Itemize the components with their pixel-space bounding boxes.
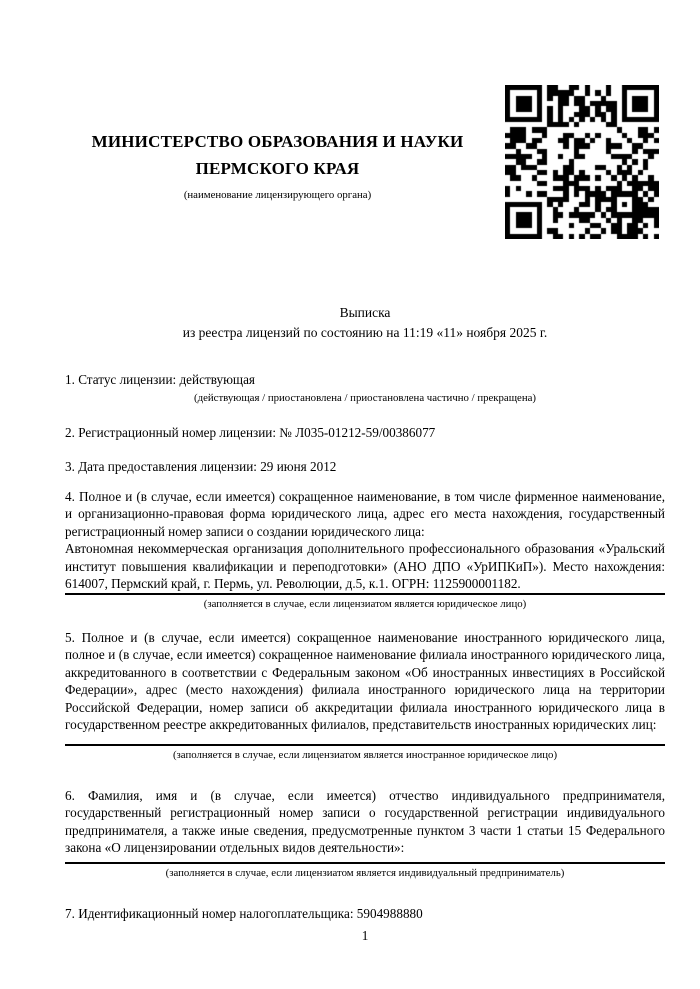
item-taxpayer-number xyxy=(65,905,665,923)
document-title xyxy=(65,303,665,342)
item-text: 3. Дата предоставления лицензии: 29 июня 2012 xyxy=(65,459,337,474)
document-body xyxy=(65,265,665,922)
ministry-name-line1: МИНИСТЕРСТВО ОБРАЗОВАНИЯ И НАУКИ xyxy=(91,132,464,151)
item-license-status xyxy=(65,371,665,405)
item-value: Автономная некоммерческая организация дополнительного профессионального образования «Уральский институт повышения квалификации и переподготовки» (АНО ДПО «УрИПКиП»). Место нахождения: 614007, Пермский край, г. Пермь, ул. Революции, д.5, к.1. ОГРН: 1125900001182. xyxy=(65,541,665,591)
item-text: 6. Фамилия, имя и (в случае, если имеется) отчество индивидуального предпринимателя, государственный регистрационный номер записи о государственной регистрации индивидуального предпринимателя, а также иные сведения, предусмотренные пунктом 3 части 1 статьи 15 Федерального закона «О лицензировании отдельных видов деятельности»: xyxy=(65,787,665,855)
item-license-grant-date xyxy=(65,458,665,476)
ministry-name-line2: ПЕРМСКОГО КРАЯ xyxy=(195,159,360,178)
item-note: (действующая / приостановлена / приостановлена частично / прекращена) xyxy=(194,391,536,404)
ministry-name-note: (наименование лицензирующего органа) xyxy=(183,189,372,201)
page-number: 1 xyxy=(361,928,369,943)
document-header xyxy=(0,0,700,265)
item-individual-entrepreneur xyxy=(65,787,665,880)
item-text: 4. Полное и (в случае, если имеется) сокращенное наименование, в том числе фирменное наименование, и организационно-правовая форма юридического лица, адрес его места нахождения, государственный регистрационный номер записи о создании юридического лица: xyxy=(65,488,665,539)
item-note: (заполняется в случае, если лицензиатом является иностранное юридическое лицо) xyxy=(172,748,558,761)
empty-value-line xyxy=(65,734,665,744)
item-text: 1. Статус лицензии: действующая xyxy=(65,372,256,387)
fill-in-rule xyxy=(65,862,665,864)
fill-in-rule xyxy=(65,593,665,595)
item-foreign-entity-name xyxy=(65,629,665,762)
item-note: (заполняется в случае, если лицензиатом является юридическое лицо) xyxy=(203,597,527,610)
item-text: 7. Идентификационный номер налогоплательщика: 5904988880 xyxy=(65,905,423,921)
document-title-line2: из реестра лицензий по состоянию на 11:19 «11» ноября 2025 г. xyxy=(182,324,548,340)
document-title-line1: Выписка xyxy=(339,305,391,320)
item-text: 2. Регистрационный номер лицензии: № Л035-01212-59/00386077 xyxy=(65,424,436,440)
licensing-authority-block xyxy=(65,128,490,203)
fill-in-rule xyxy=(65,744,665,746)
item-registration-number xyxy=(65,424,665,442)
item-note: (заполняется в случае, если лицензиатом является индивидуальный предприниматель) xyxy=(165,866,565,879)
item-text: 5. Полное и (в случае, если имеется) сокращенное наименование иностранного юридического лица, полное и (в случае, если имеется) сокращенное наименование филиала иностранного юридического лица, аккредитованного в соответствии с Федеральным законом «Об иностранных инвестициях в Российской Федерации», адрес (место нахождения) филиала иностранного юридического лица на территории Российской Федерации, номер записи об аккредитации филиала иностранного юридического лица в государственном реестре аккредитованных филиалов, представительств иностранных юридических лиц: xyxy=(65,629,665,732)
item-legal-entity-name xyxy=(65,488,665,611)
qr-code xyxy=(505,85,659,239)
